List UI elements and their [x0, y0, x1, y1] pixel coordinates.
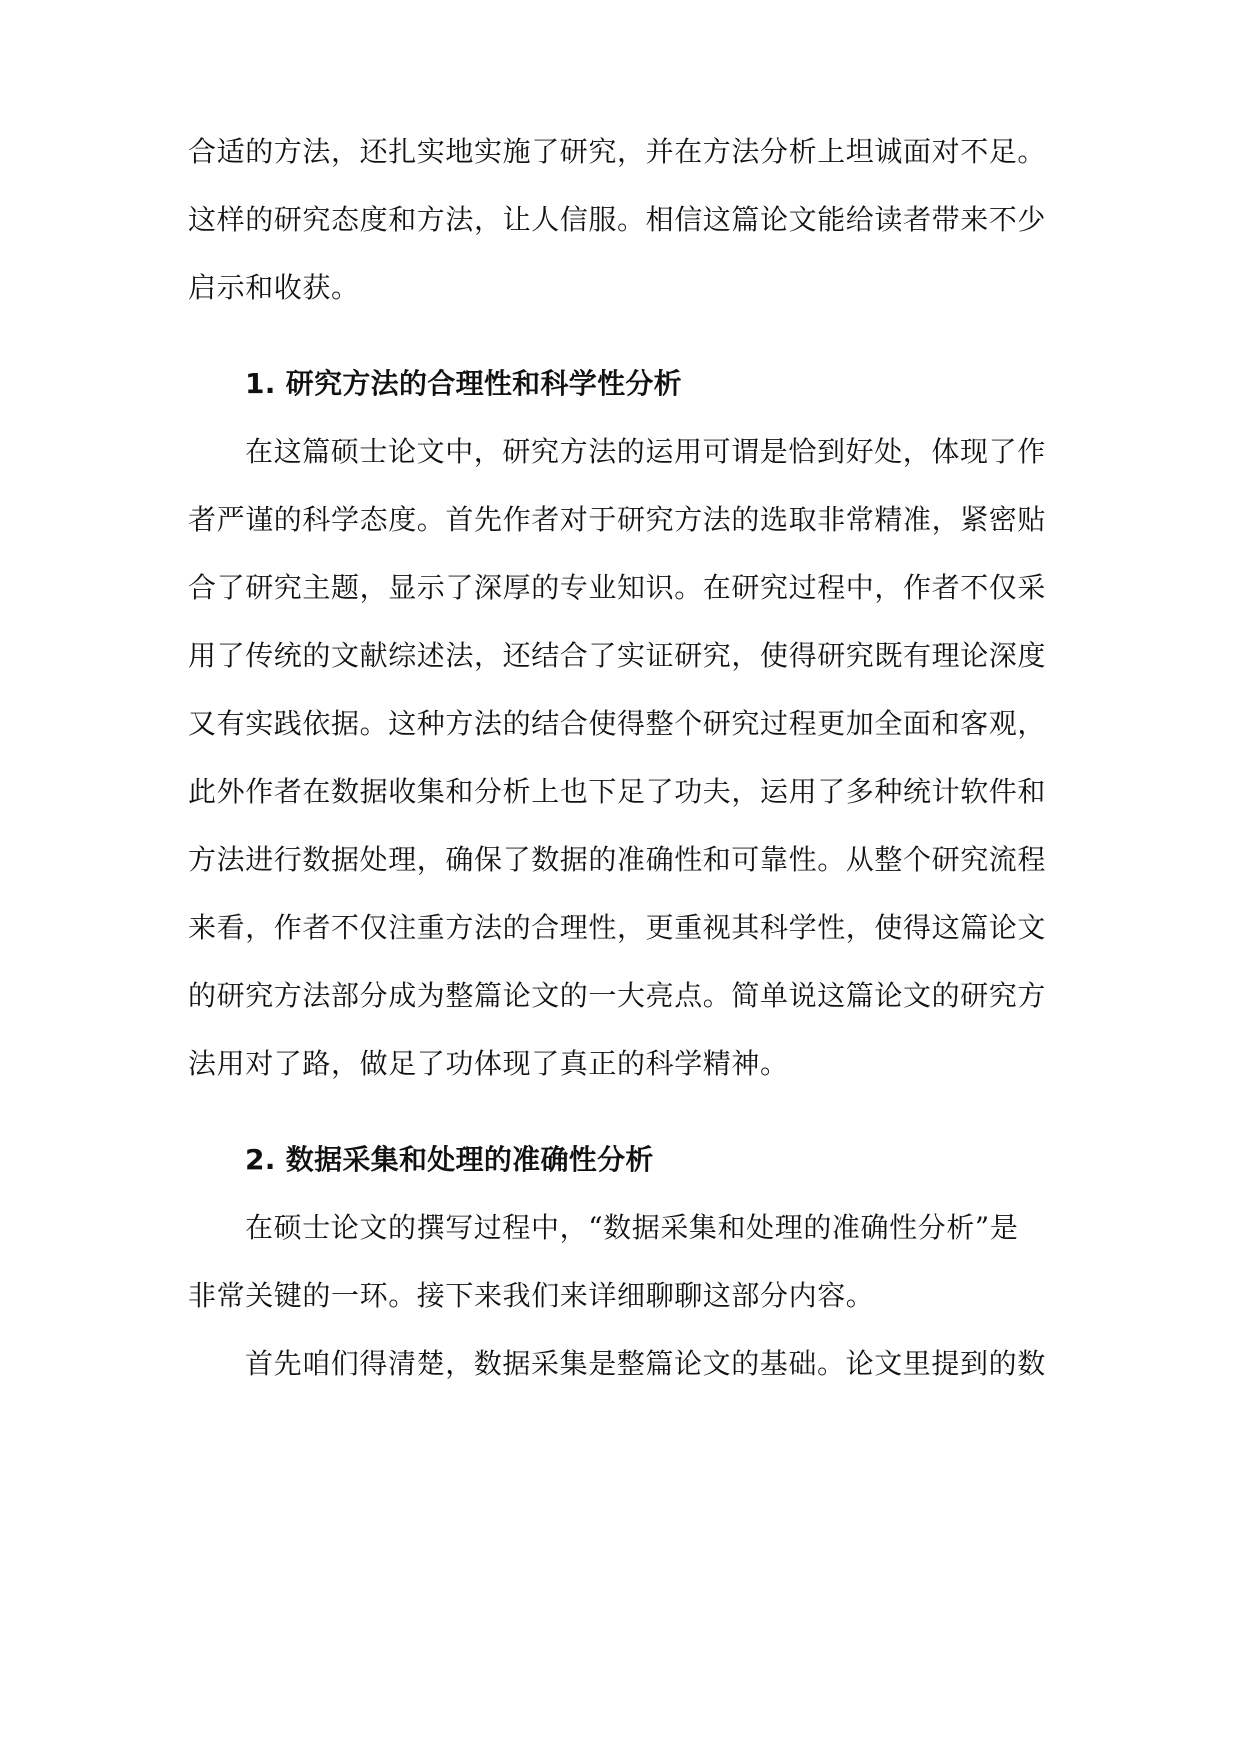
paragraph-line: 合适的方法，还扎实地实施了研究，并在方法分析上坦诚面对不足。	[188, 135, 1047, 168]
paragraph-line: 又有实践依据。这种方法的结合使得整个研究过程更加全面和客观，	[188, 707, 1047, 740]
paragraph-line: 方法进行数据处理，确保了数据的准确性和可靠性。从整个研究流程	[188, 843, 1047, 876]
paragraph-line: 的研究方法部分成为整篇论文的一大亮点。简单说这篇论文的研究方	[188, 979, 1047, 1012]
section-heading: 1. 研究方法的合理性和科学性分析	[245, 367, 682, 400]
paragraph-line: 者严谨的科学态度。首先作者对于研究方法的选取非常精准，紧密贴	[188, 503, 1047, 536]
paragraph-line: 在硕士论文的撰写过程中，“数据采集和处理的准确性分析”是	[245, 1211, 1019, 1244]
paragraph-line: 来看，作者不仅注重方法的合理性，更重视其科学性，使得这篇论文	[188, 911, 1047, 944]
paragraph-line: 法用对了路，做足了功体现了真正的科学精神。	[188, 1047, 789, 1080]
paragraph-line: 启示和收获。	[188, 271, 360, 304]
paragraph-line: 此外作者在数据收集和分析上也下足了功夫，运用了多种统计软件和	[188, 775, 1047, 808]
paragraph-line: 在这篇硕士论文中，研究方法的运用可谓是恰到好处，体现了作	[245, 435, 1046, 468]
paragraph-line: 首先咱们得清楚，数据采集是整篇论文的基础。论文里提到的数	[245, 1347, 1046, 1380]
paragraph-line: 用了传统的文献综述法，还结合了实证研究，使得研究既有理论深度	[188, 639, 1047, 672]
paragraph-line: 合了研究主题，显示了深厚的专业知识。在研究过程中，作者不仅采	[188, 571, 1047, 604]
paragraph-line: 这样的研究态度和方法，让人信服。相信这篇论文能给读者带来不少	[188, 203, 1047, 236]
section-heading: 2. 数据采集和处理的准确性分析	[245, 1143, 654, 1176]
paragraph-line: 非常关键的一环。接下来我们来详细聊聊这部分内容。	[188, 1279, 875, 1312]
